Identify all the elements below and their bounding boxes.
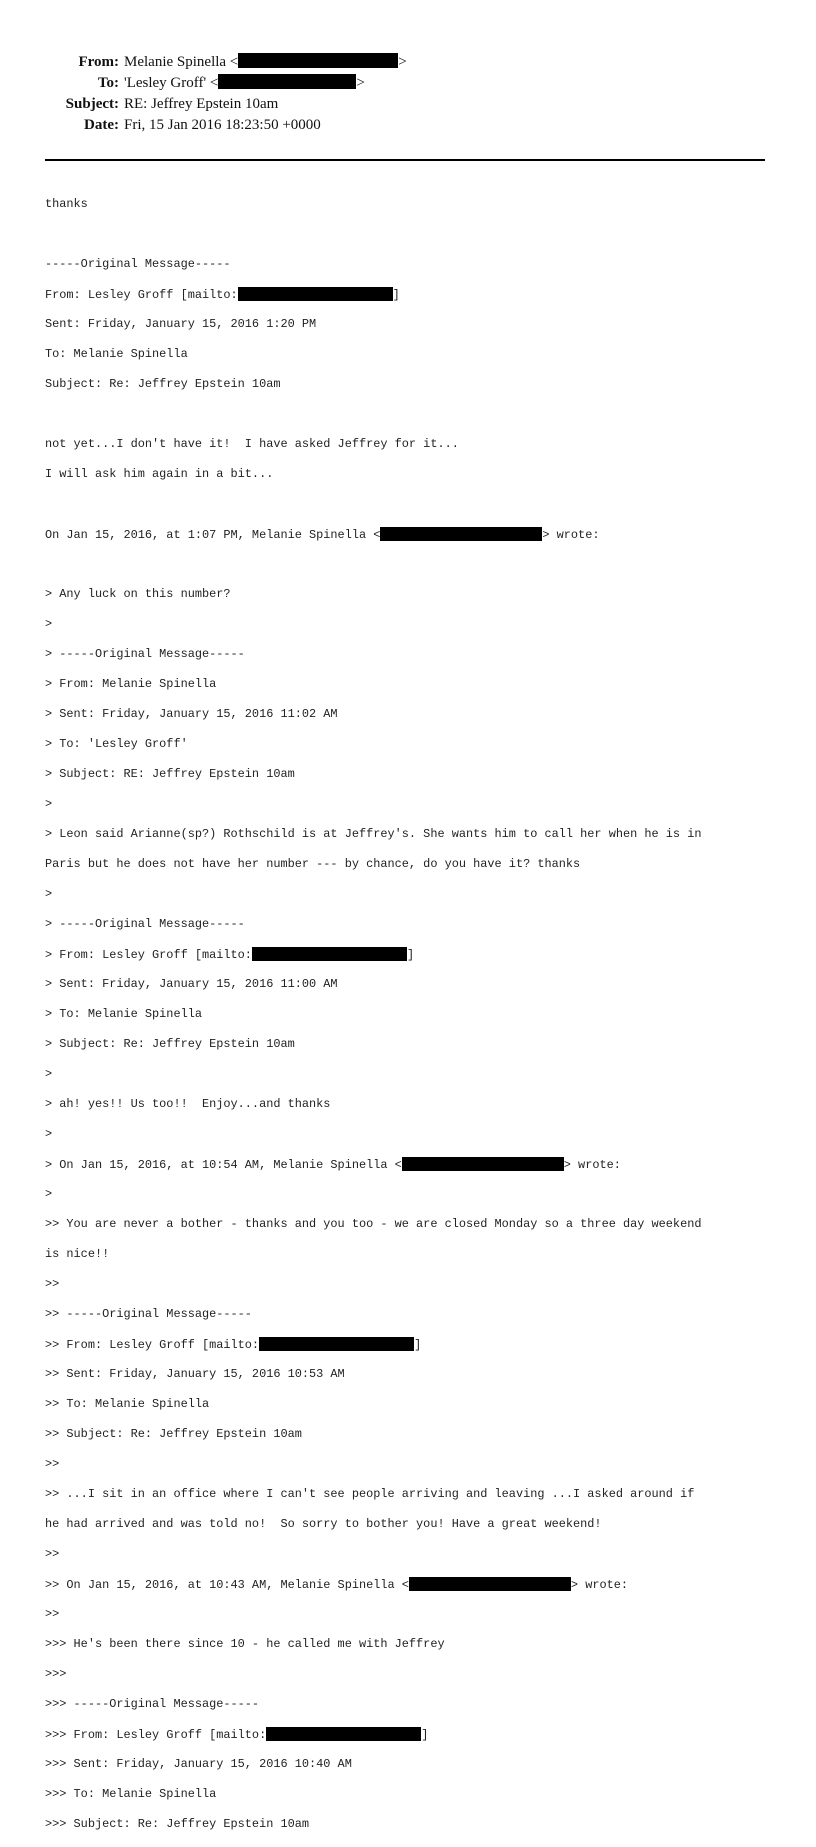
body-line: >> Subject: Re: Jeffrey Epstein 10am bbox=[45, 1427, 302, 1441]
body-line: > bbox=[45, 1127, 53, 1141]
body-line: > Sent: Friday, January 15, 2016 11:02 AM bbox=[45, 707, 338, 721]
body-line: >> bbox=[45, 1547, 60, 1561]
redaction-bar bbox=[380, 527, 542, 541]
body-text: >> From: Lesley Groff [mailto: bbox=[45, 1338, 260, 1352]
body-line: >> Sent: Friday, January 15, 2016 10:53 AM bbox=[45, 1367, 345, 1381]
body-text: > On Jan 15, 2016, at 10:54 AM, Melanie Spinella < bbox=[45, 1158, 402, 1172]
from-label: From: bbox=[78, 54, 119, 70]
body-line bbox=[45, 1157, 775, 1172]
body-line: > Any luck on this number? bbox=[45, 587, 231, 601]
body-line: > bbox=[45, 1067, 53, 1081]
body-line bbox=[45, 1727, 775, 1742]
body-line: >> To: Melanie Spinella bbox=[45, 1397, 210, 1411]
body-text: ] bbox=[406, 948, 415, 962]
body-line: Subject: Re: Jeffrey Epstein 10am bbox=[45, 377, 281, 391]
body-line: Paris but he does not have her number --- by chance, do you have it? thanks bbox=[45, 857, 581, 871]
body-line: >> bbox=[45, 1277, 60, 1291]
redaction-bar bbox=[402, 1157, 564, 1171]
body-line: > -----Original Message----- bbox=[45, 647, 245, 661]
body-line: Sent: Friday, January 15, 2016 1:20 PM bbox=[45, 317, 317, 331]
body-line: To: Melanie Spinella bbox=[45, 347, 188, 361]
body-line: > Leon said Arianne(sp?) Rothschild is at Jeffrey's. She wants him to call her when he is in bbox=[45, 827, 702, 841]
body-line: not yet...I don't have it! I have asked Jeffrey for it... bbox=[45, 437, 459, 451]
body-line: > To: Melanie Spinella bbox=[45, 1007, 202, 1021]
from-close: > bbox=[398, 54, 407, 70]
to-row bbox=[0, 73, 816, 94]
date-value: Fri, 15 Jan 2016 18:23:50 +0000 bbox=[124, 117, 321, 133]
body-line: >>> bbox=[45, 1667, 67, 1681]
to-label: To: bbox=[97, 75, 119, 91]
to-close: > bbox=[356, 75, 365, 91]
email-body bbox=[45, 182, 775, 1847]
body-line bbox=[45, 497, 775, 512]
redaction-bar bbox=[266, 1727, 421, 1741]
redaction-bar bbox=[218, 74, 356, 89]
redaction-bar bbox=[252, 947, 407, 961]
body-line bbox=[45, 227, 775, 242]
redaction-bar bbox=[409, 1577, 571, 1591]
from-row bbox=[0, 52, 816, 73]
to-value: 'Lesley Groff' < bbox=[124, 75, 219, 91]
body-line: > Subject: RE: Jeffrey Epstein 10am bbox=[45, 767, 295, 781]
redaction-bar bbox=[238, 53, 398, 68]
body-text: > wrote: bbox=[542, 528, 600, 542]
body-line: >> ...I sit in an office where I can't see people arriving and leaving ...I asked around if bbox=[45, 1487, 695, 1501]
body-line: -----Original Message----- bbox=[45, 257, 231, 271]
body-line: >>> To: Melanie Spinella bbox=[45, 1787, 217, 1801]
body-text: ] bbox=[392, 288, 400, 302]
body-line: >>> He's been there since 10 - he called me with Jeffrey bbox=[45, 1637, 445, 1651]
body-line: > ah! yes!! Us too!! Enjoy...and thanks bbox=[45, 1097, 331, 1111]
body-line: >> bbox=[45, 1457, 60, 1471]
body-line: he had arrived and was told no! So sorry to bother you! Have a great weekend! bbox=[45, 1517, 602, 1531]
body-text: On Jan 15, 2016, at 1:07 PM, Melanie Spinella < bbox=[45, 528, 381, 542]
body-line: > bbox=[45, 887, 53, 901]
body-text: From: Lesley Groff [mailto: bbox=[45, 288, 238, 302]
body-line: is nice!! bbox=[45, 1247, 110, 1261]
body-text: ] bbox=[414, 1338, 422, 1352]
body-line: I will ask him again in a bit... bbox=[45, 467, 274, 481]
redaction-bar bbox=[238, 287, 393, 301]
body-text: > wrote: bbox=[563, 1158, 621, 1172]
body-line: >> -----Original Message----- bbox=[45, 1307, 252, 1321]
body-line: > From: Melanie Spinella bbox=[45, 677, 217, 691]
body-line: >>> -----Original Message----- bbox=[45, 1697, 260, 1711]
body-line: >>> Sent: Friday, January 15, 2016 10:40 AM bbox=[45, 1757, 352, 1771]
email-header bbox=[0, 52, 816, 136]
body-line bbox=[45, 407, 775, 422]
body-line: >>> Subject: Re: Jeffrey Epstein 10am bbox=[45, 1817, 310, 1831]
body-line: >> bbox=[45, 1607, 60, 1621]
body-line bbox=[45, 287, 775, 302]
body-line: > bbox=[45, 1187, 53, 1201]
from-value: Melanie Spinella < bbox=[124, 54, 239, 70]
body-line: > Sent: Friday, January 15, 2016 11:00 AM bbox=[45, 977, 338, 991]
body-line: > bbox=[45, 797, 53, 811]
body-text: >>> From: Lesley Groff [mailto: bbox=[45, 1728, 267, 1742]
body-line bbox=[45, 1577, 775, 1592]
body-text: > wrote: bbox=[570, 1578, 629, 1592]
body-line bbox=[45, 557, 775, 572]
body-text: ] bbox=[421, 1728, 429, 1742]
body-line: > bbox=[45, 617, 53, 631]
body-line: > -----Original Message----- bbox=[45, 917, 245, 931]
header-divider bbox=[45, 159, 765, 161]
body-line bbox=[45, 947, 775, 962]
date-label: Date: bbox=[84, 117, 119, 133]
body-line: >> You are never a bother - thanks and you too - we are closed Monday so a three day weekend bbox=[45, 1217, 702, 1231]
body-text: > From: Lesley Groff [mailto: bbox=[45, 948, 252, 962]
redaction-bar bbox=[259, 1337, 414, 1351]
body-line: thanks bbox=[45, 197, 88, 211]
body-line: > Subject: Re: Jeffrey Epstein 10am bbox=[45, 1037, 295, 1051]
subject-value: RE: Jeffrey Epstein 10am bbox=[124, 96, 279, 112]
date-row bbox=[0, 115, 816, 136]
body-line bbox=[45, 1337, 775, 1352]
body-text: >> On Jan 15, 2016, at 10:43 AM, Melanie Spinella < bbox=[45, 1578, 409, 1592]
subject-row bbox=[0, 94, 816, 115]
subject-label: Subject: bbox=[65, 96, 119, 112]
body-line bbox=[45, 527, 775, 542]
body-line: > To: 'Lesley Groff' bbox=[45, 737, 188, 751]
